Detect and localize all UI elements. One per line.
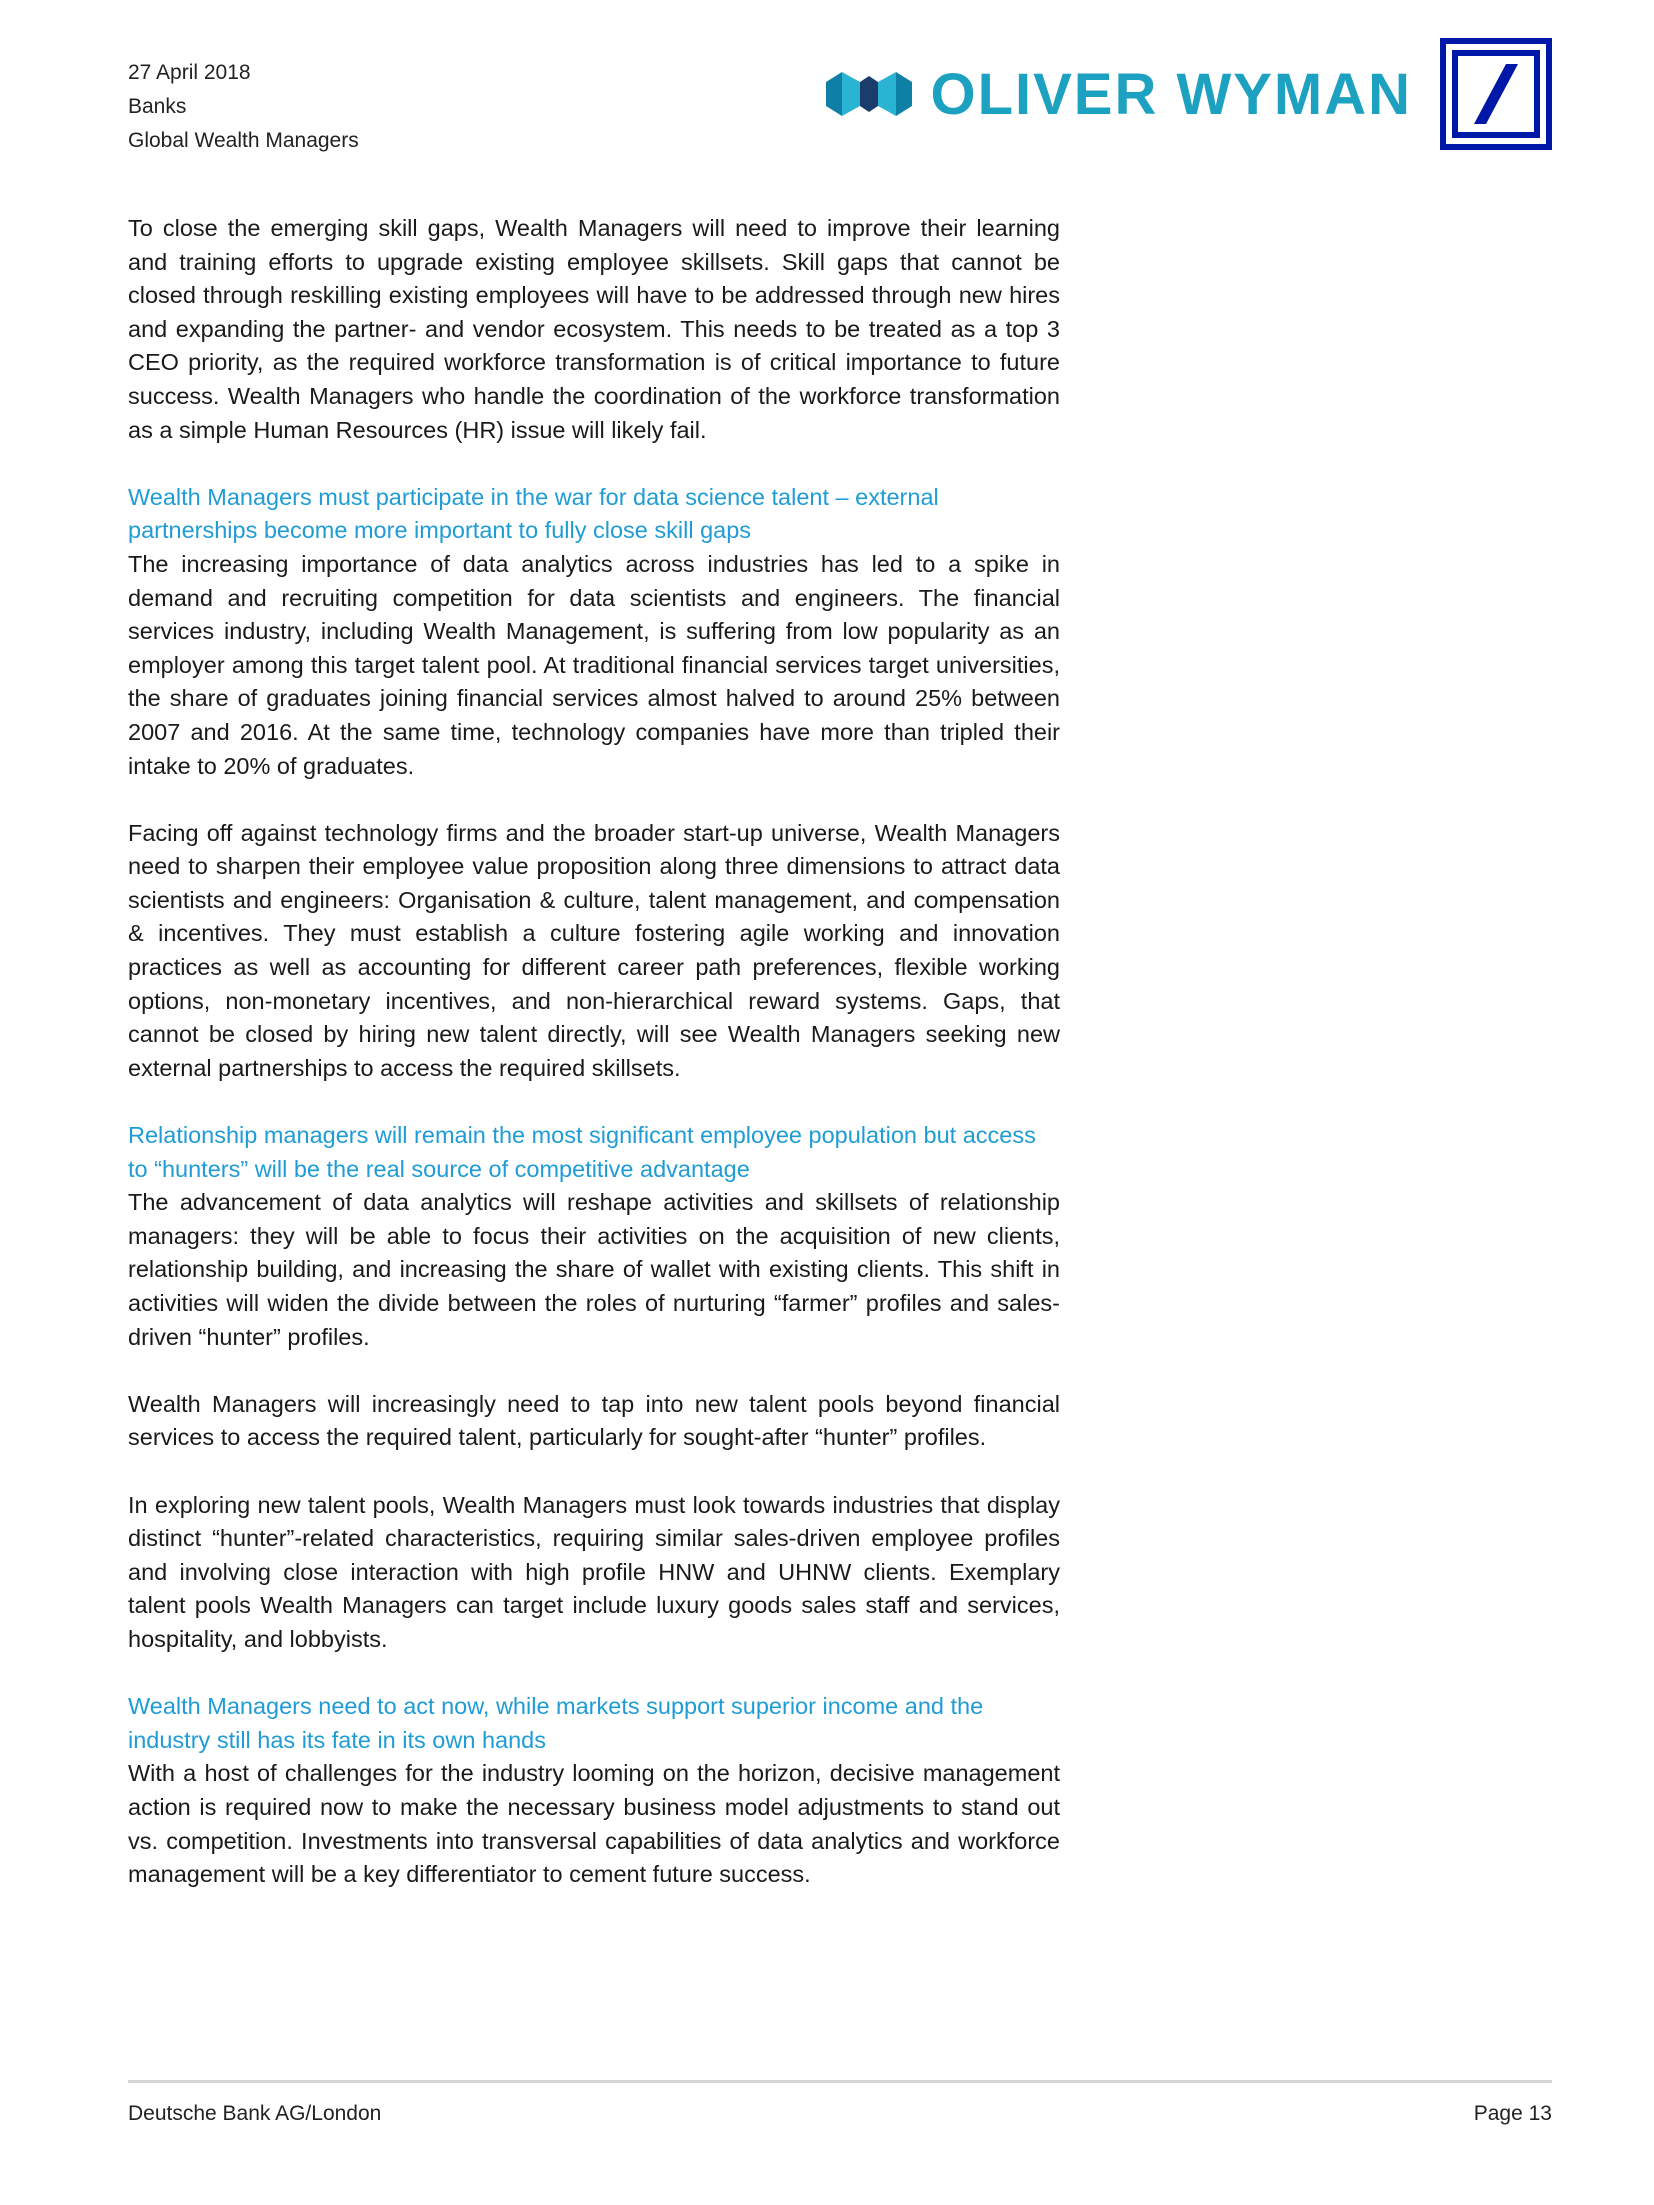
paragraph-employee-value-proposition: Facing off against technology firms and the broader start-up universe, Wealth Managers need to sharpen their employee value proposition along three dimensions to attract data scientists and engineers: Organisation & culture, talent management, and compensation & incentives. They must establish a culture fostering agile working and innovation practices as well as accounting for different career path preferences, flexible working options, non-monetary incentives, and non-hierarchical reward systems. Gaps, that cannot be closed by hiring new talent directly, will see Wealth Managers seeking new external partnerships to access the required skillsets.: [128, 819, 1060, 1081]
paragraph-data-analytics-demand: The increasing importance of data analytics across industries has led to a spike in demand and recruiting competition for data scientists and engineers. The financial services industry, including Wealth Management, is suffering from low popularity as an employer among this target talent pool. At traditional financial services target universities, the share of graduates joining financial services almost halved to around 25% between 2007 and 2016. At the same time, technology companies have more than tripled their intake to 20% of graduates.: [128, 550, 1060, 779]
paragraph-new-talent-pools: Wealth Managers will increasingly need to tap into new talent pools beyond financial services to access the required talent, particularly for sought-after “hunter” profiles.: [128, 1390, 1060, 1451]
report-date: 27 April 2018: [128, 61, 251, 84]
paragraph-relationship-manager-activities: The advancement of data analytics will reshape activities and skillsets of relationship managers: they will be able to focus their activities on the acquisition of new clients, relationship building, and increasing the share of wallet with existing clients. This shift in activities will widen the divide between the roles of nurturing “farmer” profiles and sales-driven “hunter” profiles.: [128, 1189, 1060, 1350]
header-meta: [128, 56, 359, 158]
paragraph-management-action: With a host of challenges for the industry looming on the horizon, decisive management action is required now to make the necessary business model adjustments to stand out vs. competition. Investments into transversal capabilities of data analytics and workforce management will be a key differentiator to cement future success.: [128, 1760, 1060, 1888]
heading-act-now: Wealth Managers need to act now, while markets support superior income and the industry still has its fate in its own hands: [128, 1693, 984, 1753]
paragraph-exploring-talent-pools: In exploring new talent pools, Wealth Managers must look towards industries that display distinct “hunter”-related characteristics, requiring similar sales-driven employee profiles and involving close interaction with high profile HNW and UHNW clients. Exemplary talent pools Wealth Managers can target include luxury goods sales staff and services, hospitality, and lobbyists.: [128, 1491, 1060, 1652]
logo-area: [826, 36, 1552, 152]
footer-divider: [128, 2080, 1552, 2083]
page-number: Page 13: [1473, 2102, 1552, 2125]
footer-publisher: Deutsche Bank AG/London: [128, 2102, 382, 2125]
paragraph-skill-gaps: To close the emerging skill gaps, Wealth Managers will need to improve their learning and training efforts to upgrade existing employee skillsets. Skill gaps that cannot be closed through reskilling existing employees will have to be addressed through new hires and expanding the partner- and vendor ecosystem. This needs to be treated as a top 3 CEO priority, as the required workforce transformation is of critical importance to future success. Wealth Managers who handle the coordination of the workforce transformation as a simple Human Resources (HR) issue will likely fail.: [128, 215, 1060, 443]
report-series: Global Wealth Managers: [128, 129, 359, 152]
heading-data-science-talent: Wealth Managers must participate in the war for data science talent – external partnerships become more important to fully close skill gaps: [128, 483, 939, 544]
oliver-wyman-wordmark: OLIVER WYMAN: [930, 61, 1412, 127]
heading-relationship-managers: Relationship managers will remain the most significant employee population but access to “hunters” will be the real source of competitive advantage: [128, 1122, 1036, 1182]
report-category: Banks: [128, 95, 187, 118]
deutsche-bank-logo-icon: [1440, 38, 1552, 150]
article-body: [128, 212, 1060, 1892]
oliver-wyman-mark-icon: [826, 68, 912, 120]
